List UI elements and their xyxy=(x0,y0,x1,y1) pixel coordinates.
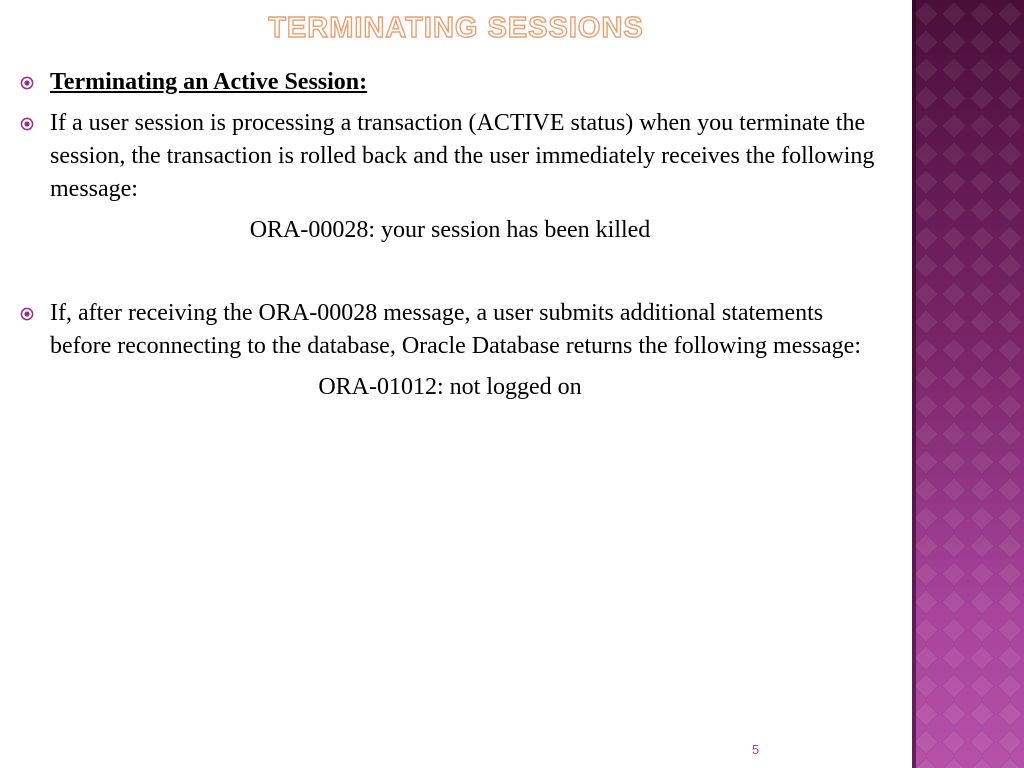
bullet-item-3 xyxy=(20,297,880,363)
bullet-text: If, after receiving the ORA-00028 message, a user submits additional statements before reconnecting to the database, Oracle Database returns the following message: xyxy=(50,300,861,359)
circled-dot-bullet-icon xyxy=(20,107,50,140)
circled-dot-bullet-icon xyxy=(20,66,50,99)
slide-title: TERMINATING SESSIONS xyxy=(268,12,644,44)
bullet-text: If a user session is processing a transaction (ACTIVE status) when you terminate the session, the transaction is rolled back and the user immediately receives the following message: xyxy=(50,110,875,202)
spacer xyxy=(20,255,880,297)
page-number: 5 xyxy=(752,742,760,757)
bullet-heading: Terminating an Active Session: xyxy=(50,69,368,95)
bullet-item-1 xyxy=(20,66,880,99)
error-message-ora-00028: ORA-00028: your session has been killed xyxy=(249,217,651,243)
bullet-item-2 xyxy=(20,107,880,206)
side-panel-edge xyxy=(912,0,916,768)
diamond-pattern-decoration xyxy=(912,0,1024,768)
circled-dot-bullet-icon xyxy=(20,297,50,330)
slide-content xyxy=(20,66,880,412)
error-message-ora-01012: ORA-01012: not logged on xyxy=(318,374,582,400)
decorative-side-panel xyxy=(912,0,1024,768)
